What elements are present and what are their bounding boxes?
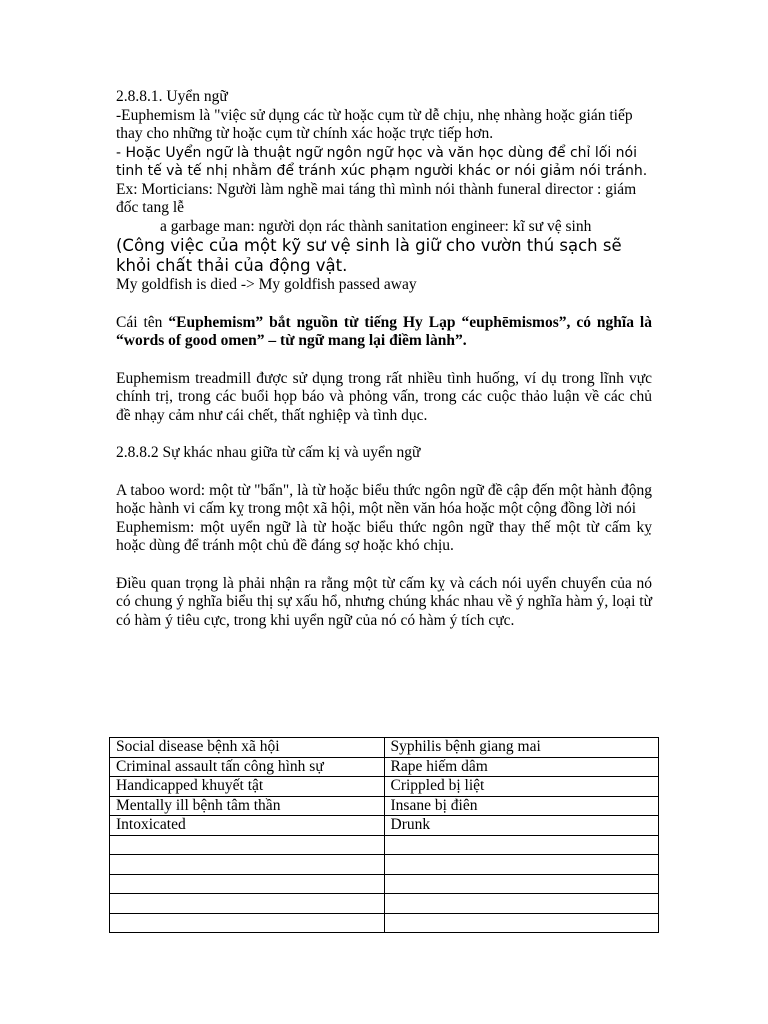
table-cell: Social disease bệnh xã hội	[110, 738, 385, 758]
treadmill-paragraph: Euphemism treadmill được sử dụng trong rất nhiều tình huống, ví dụ trong lĩnh vực chính trị, trong các buổi họp báo và phỏng vấn, trong các cuộc thảo luận về các chủ đề nhạy cảm như cái chết, thất nghiệp và tình dục.	[116, 369, 652, 424]
table-row	[110, 855, 659, 875]
table-cell: Handicapped khuyết tật	[110, 777, 385, 797]
example-goldfish: My goldfish is died -> My goldfish passed away	[116, 276, 417, 293]
table-cell: Criminal assault tấn công hình sự	[110, 757, 385, 777]
table-cell	[384, 855, 659, 875]
table-row	[110, 874, 659, 894]
example-garbage-man: a garbage man: người dọn rác thành sanitation engineer: kĩ sư vệ sinh	[160, 217, 592, 235]
table-cell: Intoxicated	[110, 816, 385, 836]
section-heading-2: 2.8.8.2 Sự khác nhau giữa từ cấm kị và uyển ngữ	[116, 444, 421, 461]
table-cell: Syphilis bệnh giang mai	[384, 738, 659, 758]
table-row	[110, 835, 659, 855]
table-cell	[384, 874, 659, 894]
origin-bold-text: “Euphemism” bắt nguồn từ tiếng Hy Lạp “euphēmismos”, có nghĩa là “words of good omen” – từ ngữ mang lại điềm lành”.	[116, 313, 652, 349]
table-row	[110, 738, 659, 758]
table-cell	[110, 855, 385, 875]
taboo-definition: A taboo word: một từ "bẩn", là từ hoặc biểu thức ngôn ngữ đề cập đến một hành động hoặc hành vi cấm kỵ trong một xã hội, một nền văn hóa hoặc một cộng đồng lời nói	[116, 481, 652, 517]
origin-prefix: Cái tên	[116, 313, 169, 331]
table-cell	[384, 835, 659, 855]
table-cell	[384, 894, 659, 914]
definition-paragraph-2: - Hoặc Uyển ngữ là thuật ngữ ngôn ngữ học và văn học dùng để chỉ lối nói tinh tế và tế nhị nhằm để tránh xúc phạm người khác or nói giảm nói tránh.	[116, 144, 648, 179]
example-morticians: Ex: Morticians: Người làm nghề mai táng thì mình nói thành funeral director : giám đốc tang lễ	[116, 180, 637, 216]
table-cell: Drunk	[384, 816, 659, 836]
table-cell: Crippled bị liệt	[384, 777, 659, 797]
table-cell	[110, 874, 385, 894]
table-row	[110, 816, 659, 836]
table-cell	[110, 913, 385, 933]
origin-paragraph	[116, 314, 652, 351]
table-cell	[110, 894, 385, 914]
table-cell: Insane bị điên	[384, 796, 659, 816]
example-sanitation-note: (Công việc của một kỹ sư vệ sinh là giữ cho vườn thú sạch sẽ khỏi chất thải của động vật.	[116, 236, 622, 275]
table-cell	[384, 913, 659, 933]
comparison-paragraph: Điều quan trọng là phải nhận ra rằng một từ cấm kỵ và cách nói uyển chuyển của nó có chung ý nghĩa biểu thị sự xấu hổ, nhưng chúng khác nhau về ý nghĩa hàm ý, loại từ có hàm ý tiêu cực, trong khi uyển ngữ của nó có hàm ý tích cực.	[116, 574, 652, 629]
table-cell: Rape hiếm dâm	[384, 757, 659, 777]
table-cell	[110, 835, 385, 855]
document-body	[116, 88, 652, 630]
euphemism-definition: Euphemism: một uyển ngữ là từ hoặc biểu thức ngôn ngữ thay thế một từ cấm kỵ hoặc dùng để tránh một chủ đề đáng sợ hoặc khó chịu.	[116, 518, 652, 554]
table-row	[110, 777, 659, 797]
section-heading-1: 2.8.8.1. Uyển ngữ	[116, 88, 228, 105]
table-row	[110, 894, 659, 914]
table-row	[110, 796, 659, 816]
table-row	[110, 757, 659, 777]
table-row	[110, 913, 659, 933]
vocabulary-table	[109, 737, 659, 933]
table-cell: Mentally ill bệnh tâm thần	[110, 796, 385, 816]
definition-paragraph-1: -Euphemism là "việc sử dụng các từ hoặc cụm từ dễ chịu, nhẹ nhàng hoặc gián tiếp thay cho những từ hoặc cụm từ chính xác hoặc trực tiếp hơn.	[116, 106, 633, 142]
